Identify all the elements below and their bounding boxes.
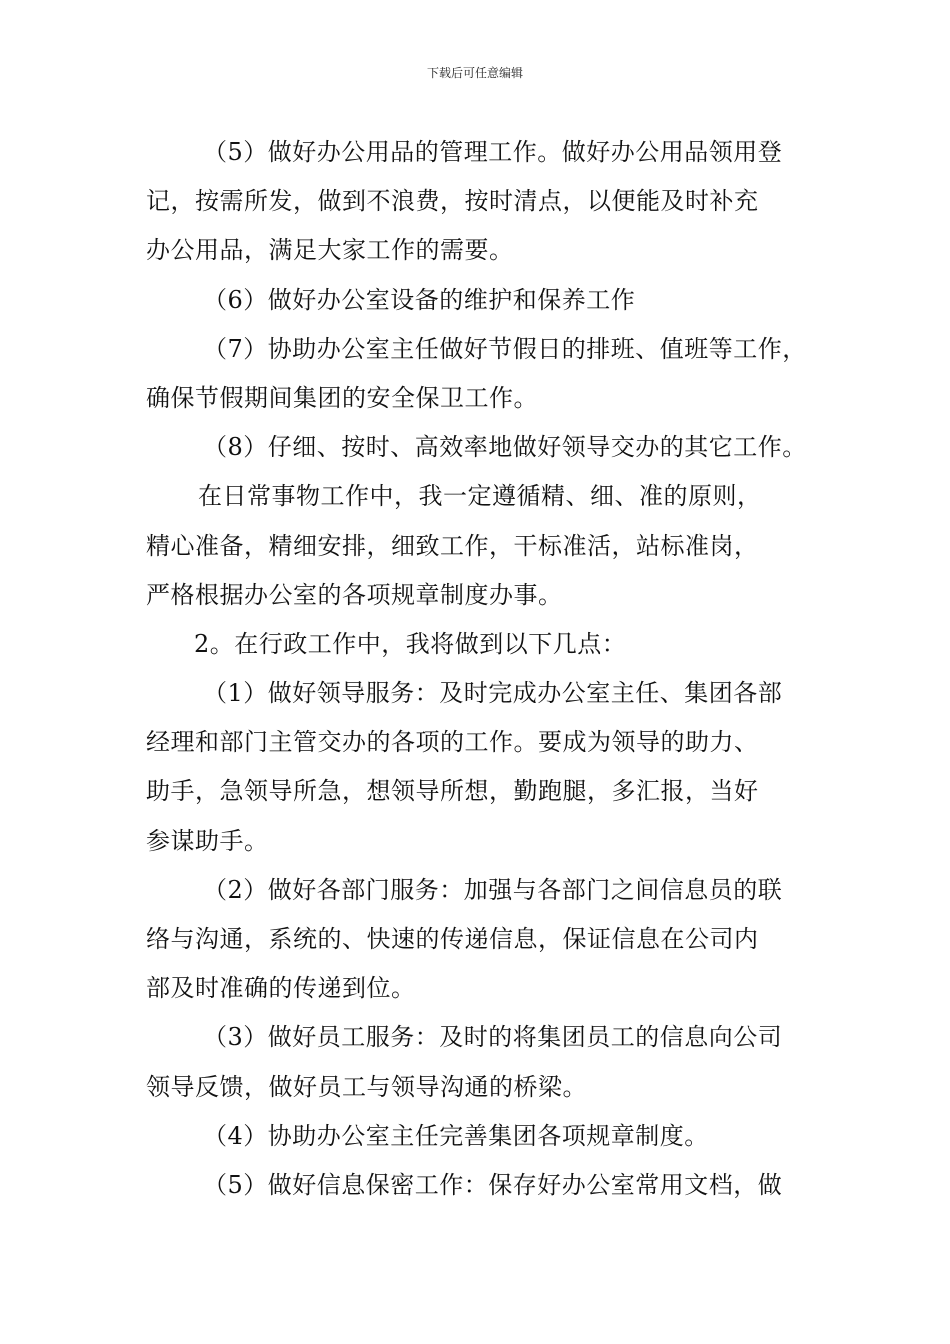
text-line: （3）做好员工服务：及时的将集团员工的信息向公司: [203, 1023, 783, 1052]
text-line: 2。在行政工作中，我将做到以下几点：: [194, 629, 627, 658]
text-line: （5）做好信息保密工作：保存好办公室常用文档，做: [203, 1170, 783, 1199]
text-line: （8）仔细、按时、高效率地做好领导交办的其它工作。: [203, 433, 807, 462]
text-line: 办公用品，满足大家工作的需要。: [146, 236, 514, 265]
text-line: （7）协助办公室主任做好节假日的排班、值班等工作，: [203, 334, 807, 363]
text-line: 络与沟通，系统的、快速的传递信息，保证信息在公司内: [146, 925, 759, 953]
text-line: （1）做好领导服务：及时完成办公室主任、集团各部: [203, 679, 783, 708]
text-line: 经理和部门主管交办的各项的工作。要成为领导的助力、: [146, 728, 759, 757]
text-line: 精心准备，精细安排，细致工作，干标准活，站标准岗，: [146, 531, 759, 560]
text-line: （6）做好办公室设备的维护和保养工作: [203, 285, 636, 314]
text-line: （2）做好各部门服务：加强与各部门之间信息员的联: [203, 875, 783, 904]
page-header: 下载后可任意编辑: [426, 66, 523, 80]
document-body: [146, 128, 826, 1210]
text-line: 参谋助手。: [146, 826, 269, 855]
text-line: 领导反馈，做好员工与领导沟通的桥梁。: [146, 1072, 587, 1101]
text-line: 助手，急领导所急，想领导所想，勤跑腿，多汇报，当好: [146, 777, 759, 806]
text-line: （5）做好办公用品的管理工作。做好办公用品领用登: [203, 138, 783, 166]
text-line: 在日常事物工作中，我一定遵循精、细、准的原则，: [198, 482, 762, 511]
text-line: 严格根据办公室的各项规章制度办事。: [146, 580, 563, 609]
text-line: 确保节假期间集团的安全保卫工作。: [146, 383, 538, 412]
text-line: 部及时准确的传递到位。: [146, 974, 416, 1003]
text-line: （4）协助办公室主任完善集团各项规章制度。: [203, 1121, 709, 1150]
text-line: 记，按需所发，做到不浪费，按时清点，以便能及时补充: [146, 187, 759, 216]
